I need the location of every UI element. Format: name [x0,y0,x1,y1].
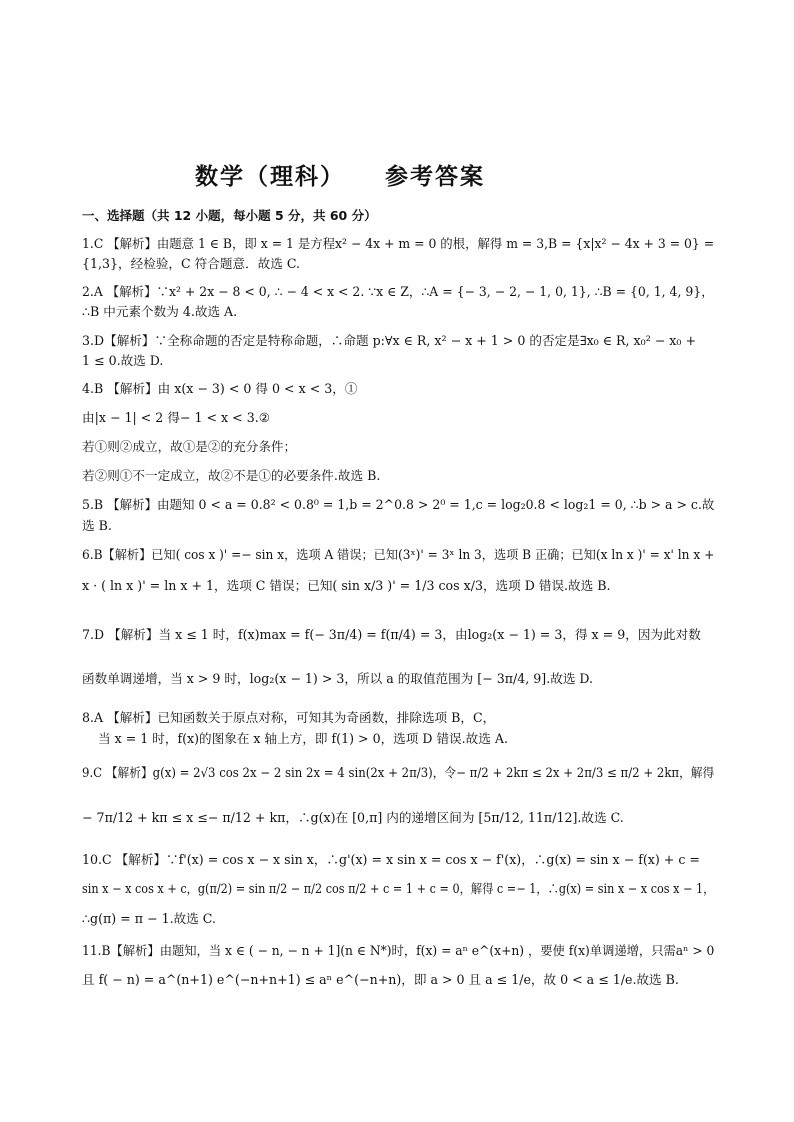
answer-line: x · ( ln x )' = ln x + 1，选项 C 错误；已知( sin x/3 )' = 1/3 cos x/3，选项 D 错误.故选 B. [82,578,611,593]
answer-line: 7.D 【解析】当 x ≤ 1 时，f(x)max = f(− 3π/4) = f(π/4) = 3，由log₂(x − 1) = 3，得 x = 9，因为此对数 [82,627,701,642]
answer-line: 选 B. [82,518,112,533]
answer-line: 2.A 【解析】∵x² + 2x − 8 < 0, ∴ − 4 < x < 2. ∵x ∈ Z，∴A = {− 3, − 2, − 1, 0, 1}, ∴B = {0, 1, 4, 9}， [82,284,714,299]
answer-line: 1.C 【解析】由题意 1 ∈ B，即 x = 1 是方程x² − 4x + m = 0 的根，解得 m = 3,B = {x|x² − 4x + 3 = 0} = [82,236,715,251]
answer-line: 当 x = 1 时，f(x)的图象在 x 轴上方，即 f(1) > 0，选项 D 错误.故选 A. [98,731,508,746]
answer-line: 若①则②成立，故①是②的充分条件； [82,439,297,454]
section-heading: 一、选择题（共 12 小题，每小题 5 分，共 60 分） [82,208,377,223]
answer-line: sin x − x cos x + c，g(π/2) = sin π/2 − π/2 cos π/2 + c = 1 + c = 0，解得 c =− 1，∴g(x) = sin x − x cos x − 1， [82,881,715,896]
answer-line: ∴B 中元素个数为 4.故选 A. [82,304,238,319]
answer-line: 且 f( − n) = a^(n+1) e^(−n+n+1) ≤ aⁿ e^(−n+n)，即 a > 0 且 a ≤ 1/e，故 0 < a ≤ 1/e.故选 B. [82,972,679,987]
answer-line: ∴g(π) = π − 1.故选 C. [82,911,216,926]
answer-line: 10.C 【解析】∵f'(x) = cos x − x sin x，∴g'(x) = x sin x = cos x − f'(x)，∴g(x) = sin x − f(x) + c = [82,852,700,867]
answer-line: 若②则①不一定成立，故②不是①的必要条件.故选 B. [82,468,381,483]
answer-line: 1 ≤ 0.故选 D. [82,353,164,368]
answer-line: 4.B 【解析】由 x(x − 3) < 0 得 0 < x < 3，① [82,381,358,396]
answer-line: 8.A 【解析】已知函数关于原点对称，可知其为奇函数，排除选项 B，C， [82,710,496,725]
answer-line: 函数单调递增，当 x > 9 时，log₂(x − 1) > 3，所以 a 的取值范围为 [− 3π/4, 9].故选 D. [82,671,594,686]
answer-line: 11.B【解析】由题知，当 x ∈ ( − n, − n + 1](n ∈ N*)时，f(x) = aⁿ e^(x+n) ，要使 f(x)单调递增，只需aⁿ > 0 [82,943,715,958]
answer-line: 5.B 【解析】由题知 0 < a = 0.8² < 0.8⁰ = 1,b = 2^0.8 > 2⁰ = 1,c = log₂0.8 < log₂1 = 0, ∴b > a > c.故 [82,497,715,512]
answer-line: − 7π/12 + kπ ≤ x ≤− π/12 + kπ，∴g(x)在 [0,π] 内的递增区间为 [5π/12, 11π/12].故选 C. [82,810,624,825]
page-title: 数学（理科） 参考答案 [194,164,486,190]
answer-line: 3.D【解析】∵全称命题的否定是特称命题，∴命题 p:∀x ∈ R, x² − x + 1 > 0 的否定是∃x₀ ∈ R, x₀² − x₀ + [82,333,697,348]
answer-line: 由|x − 1| < 2 得− 1 < x < 3.② [82,410,271,425]
answer-line: {1,3}，经检验，C 符合题意．故选 C. [82,256,301,271]
answer-line: 9.C 【解析】g(x) = 2√3 cos 2x − 2 sin 2x = 4 sin(2x + 2π/3)，令− π/2 + 2kπ ≤ 2x + 2π/3 ≤ π/2 + 2kπ，解得 [82,765,715,780]
answer-line: 6.B【解析】已知( cos x )' =− sin x，选项 A 错误；已知(3ˣ)' = 3ˣ ln 3，选项 B 正确；已知(x ln x )' = x' ln x + [82,547,715,562]
